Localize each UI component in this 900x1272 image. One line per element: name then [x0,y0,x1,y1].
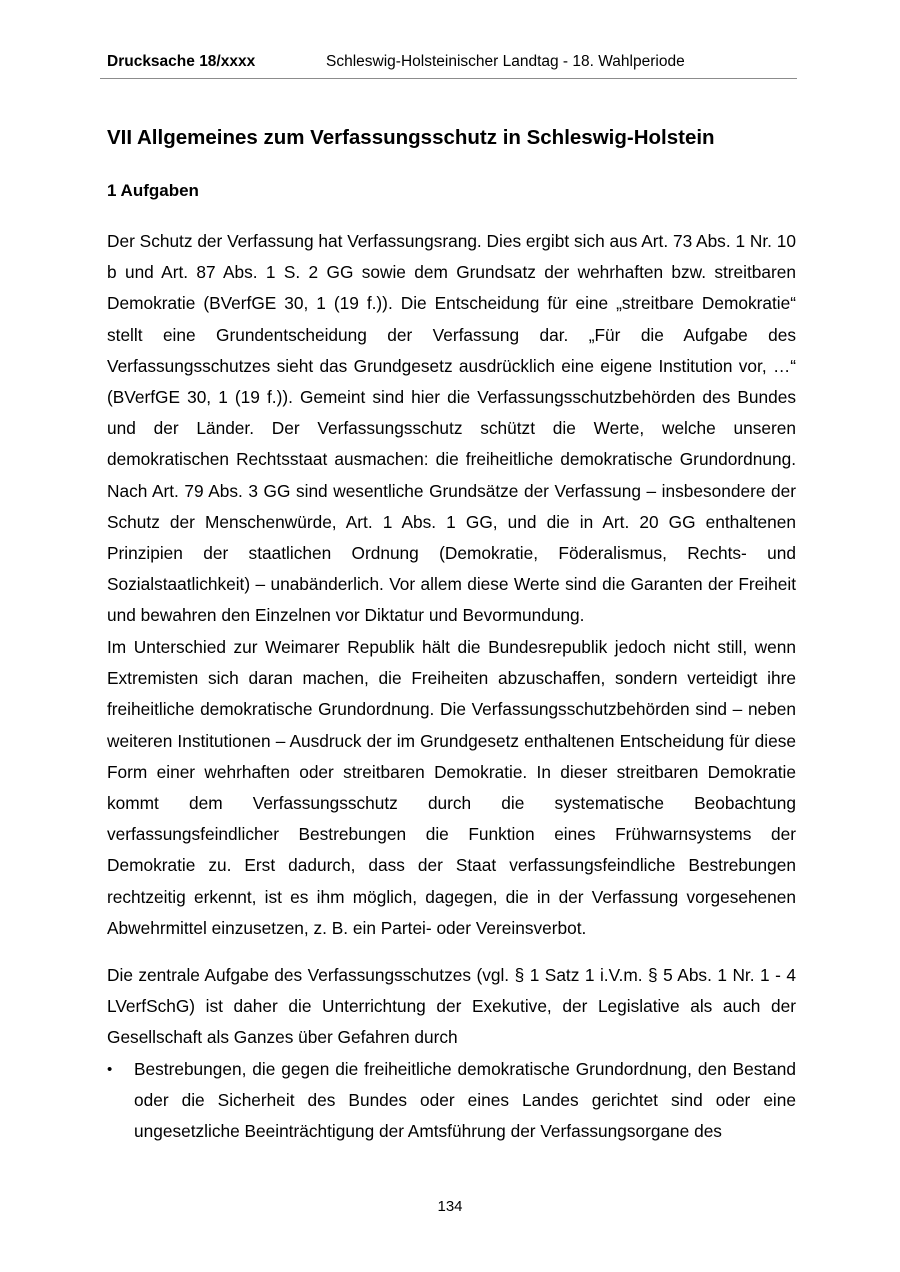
section-title: 1 Aufgaben [107,181,199,200]
list-item [107,1054,796,1148]
document-number: Drucksache 18/xxxx [107,53,256,70]
page-header [100,50,797,79]
paragraph: Im Unterschied zur Weimarer Republik hält die Bundesrepublik jedoch nicht still, wenn Extremisten sich daran machen, die Freiheiten abzuschaffen, sondern verteidigt ihre freiheitliche demokratische Grundordnung. Die Verfassungsschutzbehörden sind – neben weiteren Institutionen – Ausdruck der im Grundgesetz enthaltenen Entscheidung für diese Form einer wehrhaften oder streitbaren Demokratie. In dieser streitbaren Demokratie kommt dem Verfassungsschutz durch die systematische Beobachtung verfassungsfeindlicher Bestrebungen die Funktion eines Frühwarnsystems der Demokratie zu. Erst dadurch, dass der Staat verfassungsfeindliche Bestrebungen rechtzeitig erkennt, ist es ihm möglich, dagegen, die in der Verfassung vorgesehenen Abwehrmittel einzusetzen, z. B. ein Partei- oder Vereinsverbot. [107,637,796,938]
chapter-title: VII Allgemeines zum Verfassungsschutz in Schleswig-Holstein [107,126,715,149]
list-item-text: Bestrebungen, die gegen die freiheitliche demokratische Grundordnung, den Bestand oder die Sicherheit des Bundes oder eines Landes gerichtet sind oder eine ungesetzliche Beeinträchtigung der Amtsführung der Verfassungsorgane des [134,1059,796,1142]
page-number: 134 [437,1198,463,1215]
bullet-icon: • [107,1061,113,1078]
parliament-label: Schleswig-Holsteinischer Landtag - 18. Wahlperiode [326,53,685,70]
bullet-list [107,1054,796,1148]
paragraph: Die zentrale Aufgabe des Verfassungsschutzes (vgl. § 1 Satz 1 i.V.m. § 5 Abs. 1 Nr. 1 - 4 LVerfSchG) ist daher die Unterrichtung der Exekutive, der Legislative als auch der Gesellschaft als Ganzes über Gefahren durch [107,965,796,1048]
paragraph: Der Schutz der Verfassung hat Verfassungsrang. Dies ergibt sich aus Art. 73 Abs. 1 Nr. 10 b und Art. 87 Abs. 1 S. 2 GG sowie dem Grundsatz der wehrhaften bzw. streitbaren Demokratie (BVerfGE 30, 1 (19 f.)). Die Entscheidung für eine „streitbare Demokratie“ stellt eine Grundentscheidung der Verfassung dar. „Für die Aufgabe des Verfassungsschutzes sieht das Grundgesetz ausdrücklich eine eigene Institution vor, …“ (BVerfGE 30, 1 (19 f.)). Gemeint sind hier die Verfassungsschutzbehörden des Bundes und der Länder. Der Verfassungsschutz schützt die Werte, welche unseren demokratischen Rechtsstaat ausmachen: die freiheitliche demokratische Grundordnung. Nach Art. 79 Abs. 3 GG sind wesentliche Grundsätze der Verfassung – insbesondere der Schutz der Menschenwürde, Art. 1 Abs. 1 GG, und die in Art. 20 GG enthaltenen Prinzipien der staatlichen Ordnung (Demokratie, Föderalismus, Rechts- und Sozialstaatlichkeit) – unabänderlich. Vor allem diese Werte sind die Garanten der Freiheit und bewahren den Einzelnen vor Diktatur und Bevormundung. [107,231,796,626]
